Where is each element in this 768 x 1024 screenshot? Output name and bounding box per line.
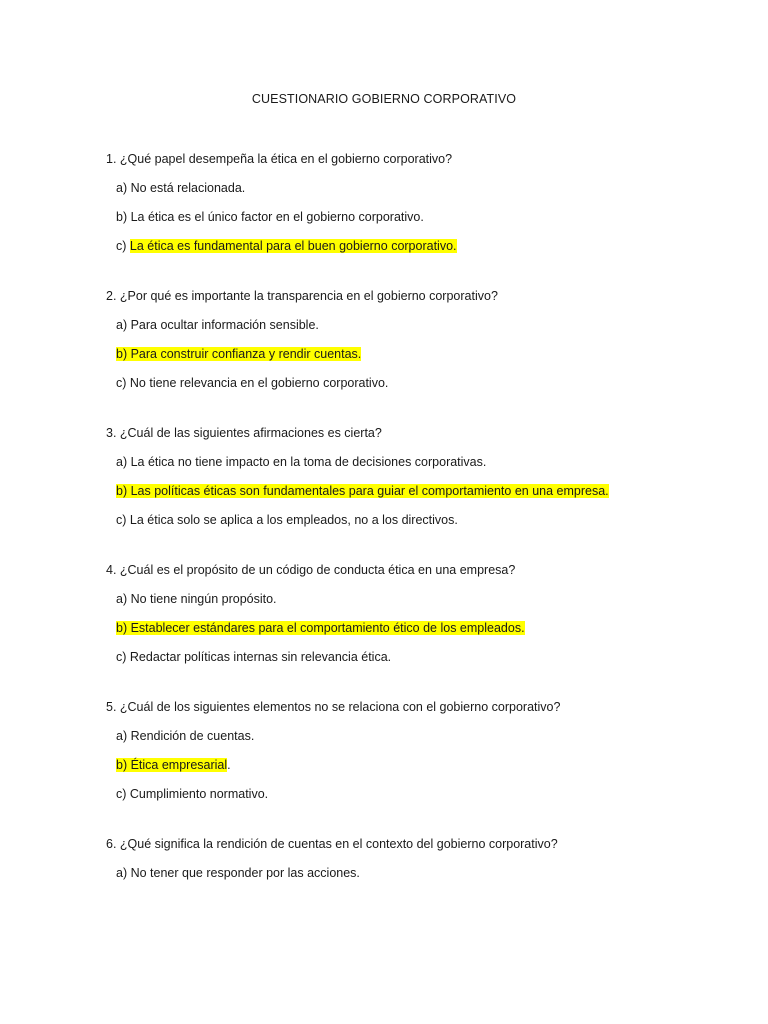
question-text: 1. ¿Qué papel desempeña la ética en el gobierno corporativo? <box>106 152 453 166</box>
highlighted-answer: b) Las políticas éticas son fundamentales para guiar el comportamiento en una empresa. <box>116 484 609 498</box>
option-prefix: a) <box>116 866 131 880</box>
option-b-correct <box>106 756 726 776</box>
question-3 <box>106 424 726 531</box>
question-1 <box>106 150 726 257</box>
option-a <box>106 864 726 884</box>
highlighted-answer: b) Establecer estándares para el comportamiento ético de los empleados. <box>116 621 525 635</box>
question-text: 4. ¿Cuál es el propósito de un código de conducta ética en una empresa? <box>106 563 516 577</box>
option-b-correct <box>106 345 726 365</box>
highlighted-answer: b) Para construir confianza y rendir cuentas. <box>116 347 362 361</box>
option-suffix: . <box>227 758 231 772</box>
option-prefix: c) <box>116 513 130 527</box>
option-text: Cumplimiento normativo. <box>129 787 269 801</box>
option-a <box>106 590 726 610</box>
option-prefix: a) <box>116 455 131 469</box>
option-text: La ética no tiene impacto en la toma de decisiones corporativas. <box>130 455 487 469</box>
option-b-correct <box>106 619 726 639</box>
option-text: Redactar políticas internas sin relevancia ética. <box>129 650 392 664</box>
question-text: 6. ¿Qué significa la rendición de cuentas en el contexto del gobierno corporativo? <box>106 837 558 851</box>
option-c <box>106 648 726 668</box>
option-b <box>106 208 726 228</box>
option-prefix: a) <box>116 318 131 332</box>
option-text: No tiene relevancia en el gobierno corporativo. <box>129 376 389 390</box>
highlighted-answer: La ética es fundamental para el buen gobierno corporativo. <box>129 239 457 253</box>
highlighted-answer: b) Ética empresarial <box>116 758 228 772</box>
question-2 <box>106 287 726 394</box>
document-title: CUESTIONARIO GOBIERNO CORPORATIVO <box>251 92 517 106</box>
question-5 <box>106 698 726 805</box>
option-text: La ética solo se aplica a los empleados, no a los directivos. <box>129 513 458 527</box>
option-prefix: c) <box>116 787 130 801</box>
option-prefix: a) <box>116 592 131 606</box>
option-a <box>106 727 726 747</box>
option-prefix: b) <box>116 210 131 224</box>
option-prefix: c) <box>116 239 130 253</box>
option-text: Rendición de cuentas. <box>130 729 255 743</box>
option-c <box>106 374 726 394</box>
option-c-correct <box>106 237 726 257</box>
option-a <box>106 179 726 199</box>
question-6 <box>106 835 726 884</box>
option-prefix: c) <box>116 650 130 664</box>
option-c <box>106 511 726 531</box>
option-text: No tiene ningún propósito. <box>130 592 277 606</box>
option-text: Para ocultar información sensible. <box>130 318 319 332</box>
option-text: No está relacionada. <box>130 181 246 195</box>
option-b-correct <box>106 482 726 502</box>
option-prefix: c) <box>116 376 130 390</box>
option-prefix: a) <box>116 181 131 195</box>
question-list <box>106 150 726 914</box>
question-text: 5. ¿Cuál de los siguientes elementos no se relaciona con el gobierno corporativo? <box>106 700 561 714</box>
option-text: La ética es el único factor en el gobierno corporativo. <box>130 210 424 224</box>
option-c <box>106 785 726 805</box>
question-4 <box>106 561 726 668</box>
option-a <box>106 453 726 473</box>
option-a <box>106 316 726 336</box>
option-prefix: a) <box>116 729 131 743</box>
option-text: No tener que responder por las acciones. <box>130 866 360 880</box>
question-text: 2. ¿Por qué es importante la transparencia en el gobierno corporativo? <box>106 289 498 303</box>
question-text: 3. ¿Cuál de las siguientes afirmaciones es cierta? <box>106 426 382 440</box>
